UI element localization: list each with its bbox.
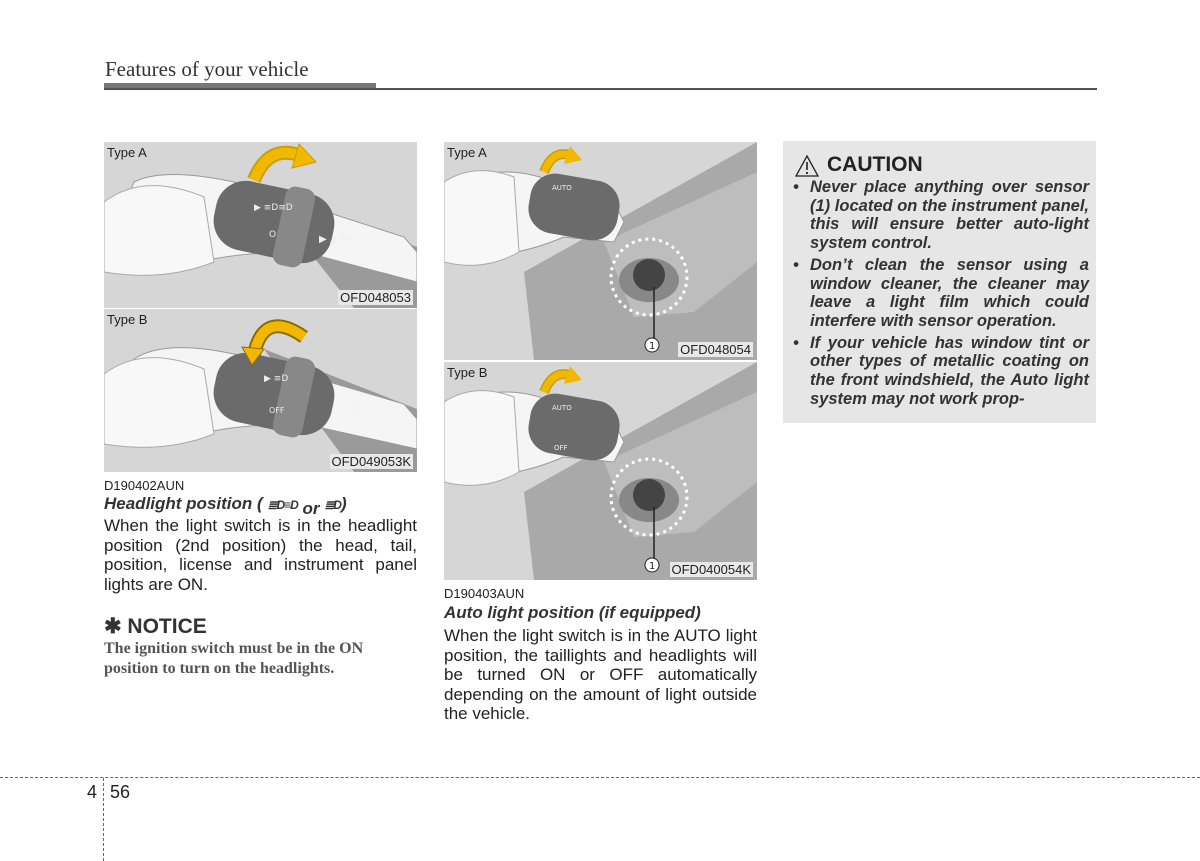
figure-type-label: Type B [107, 312, 148, 327]
lever-illustration [104, 142, 417, 308]
figure-code: OFD049053K [331, 454, 411, 469]
figure-code: OFD048054 [680, 342, 751, 357]
caution-title: CAUTION [827, 153, 923, 176]
title-suffix: ) [340, 494, 347, 513]
lever-illustration [104, 309, 417, 472]
svg-text:1: 1 [649, 561, 656, 572]
headlight-icon: ≣D≡D [267, 498, 298, 512]
svg-text:AUTO: AUTO [552, 404, 572, 412]
caution-list [791, 178, 1089, 411]
figure-lever-type-b [104, 308, 417, 472]
svg-text:O: O [269, 230, 277, 240]
doc-code: D190402AUN [104, 478, 185, 493]
caution-item: • If your vehicle has window tint or other types of metallic coating on the front windshield, the Auto light system may not work prop- [793, 333, 1089, 408]
page-header-title: Features of your vehicle [105, 57, 309, 81]
svg-text:OFF: OFF [554, 444, 568, 452]
title-prefix: Headlight position ( [104, 494, 263, 513]
footer-rule [0, 777, 1200, 778]
svg-text:OFF: OFF [269, 406, 285, 415]
page-number: 56 [110, 782, 131, 802]
svg-text:▶ ≡D≡D: ▶ ≡D≡D [254, 203, 293, 213]
svg-text:1: 1 [649, 341, 656, 352]
figure-sensor-type-a [444, 142, 757, 360]
doc-code: D190403AUN [444, 586, 525, 601]
figure-type-label: Type A [107, 145, 147, 160]
figure-sensor-type-b [444, 361, 757, 580]
svg-text:▶ ≡D: ▶ ≡D [264, 374, 289, 384]
title-or: or [302, 499, 320, 518]
chapter-number: 4 [87, 782, 98, 802]
auto-light-body: When the light switch is in the AUTO light position, the taillights and headlights will be turned ON or OFF automatically depending on the amount of light outside the vehicle. [444, 626, 757, 723]
caution-triangle-icon [795, 155, 819, 177]
footer-divider [103, 778, 104, 861]
svg-text:⇔: ⇔ [349, 403, 358, 414]
section-title-headlight [104, 494, 424, 518]
figure-lever-type-a [104, 142, 417, 308]
figure-code: OFD040054K [671, 562, 751, 577]
header-rule-thin [104, 88, 1097, 90]
section-title-auto-light: Auto light position (if equipped) [444, 603, 701, 622]
notice-body: The ignition switch must be in the ON position to turn on the headlights. [104, 640, 364, 677]
caution-item: • Don’t clean the sensor using a window cleaner, the cleaner may leave a light film which could interfere with sensor operation. [793, 255, 1089, 330]
figure-code: OFD048053 [340, 290, 411, 305]
figure-type-label: Type B [447, 365, 488, 380]
sensor-illustration [444, 142, 757, 360]
headlight-low-icon: ≣D [324, 498, 341, 512]
headlight-body: When the light switch is in the headlight position (2nd position) the head, tail, position, license and instrument panel lights are ON. [104, 516, 417, 594]
caution-box [783, 141, 1096, 423]
figure-type-label: Type A [447, 145, 487, 160]
sensor-illustration [444, 362, 757, 580]
svg-text:AUTO: AUTO [552, 184, 572, 192]
caution-item: • Never place anything over sensor (1) located on the instrument panel, this will ensure better auto-light system control. [793, 178, 1089, 253]
svg-text:▶ ▲ ⇔: ▶ ▲ ⇔ [319, 234, 350, 245]
notice-title: ✱ NOTICE [104, 615, 207, 638]
